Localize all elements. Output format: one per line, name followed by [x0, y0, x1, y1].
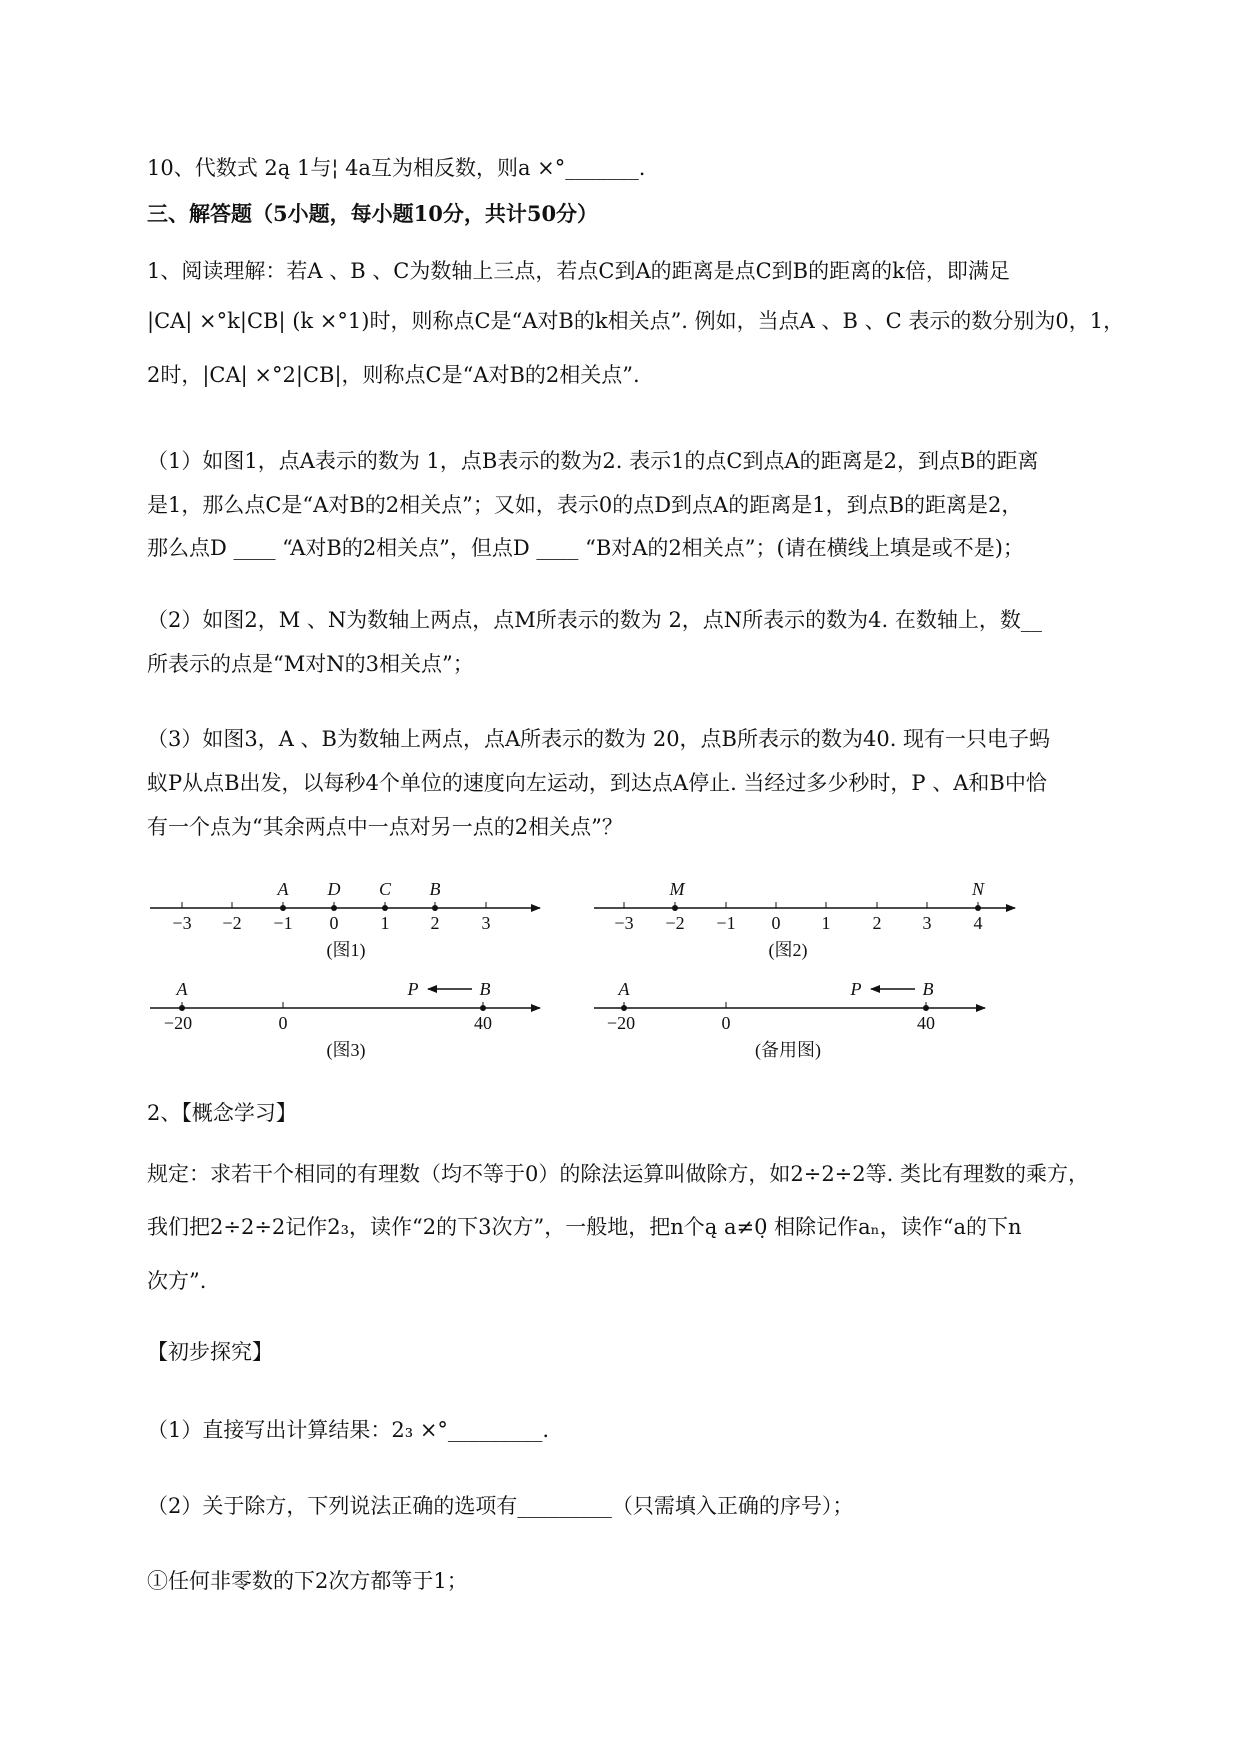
figure-3-label-b: B — [479, 979, 491, 999]
figure-1-tick-label: 3 — [481, 913, 491, 933]
figure-1-label-c: C — [378, 879, 392, 899]
figure-3-label-a: A — [176, 979, 188, 999]
figure-3 — [150, 979, 540, 1061]
figure-2-tick-label: 3 — [922, 913, 932, 933]
figure-2-label-n: N — [971, 879, 985, 899]
problem-1-q3-text-1: （3）如图3，A 、B为数轴上两点，点A所表示的数为 20，点B所表示的数为40. 现有一只电子蚂 — [147, 727, 1051, 751]
problem-2-q1 — [147, 1415, 549, 1445]
problem-1-q3-text-2: 蚁P从点B出发，以每秒4个单位的速度向左运动，到达点A停止. 当经过多少秒时，P 、A和B中恰 — [147, 771, 1047, 795]
problem-2-rule-text-3: 次方”. — [147, 1269, 207, 1293]
problem-2-rule-text-1: 规定：求若干个相同的有理数（均不等于0）的除法运算叫做除方，如2÷2÷2等. 类比有理数的乘方， — [147, 1162, 1089, 1186]
problem-2-title — [147, 1098, 297, 1128]
figure-1-label-b: B — [429, 879, 441, 899]
figure-3-tick-label: −20 — [163, 1013, 193, 1033]
problem-2-item-1-text: ①任何非零数的下2次方都等于1； — [147, 1569, 468, 1593]
problem-1-intro-text-2: |CA| ×°k|CB| (k ×°1)时，则称点C是“A对B的k相关点”. 例如，当点A 、B 、C 表示的数分别为0，1， — [147, 309, 1125, 333]
figure-1-tick-label: −2 — [222, 913, 242, 933]
figure-backup-label-p: P — [850, 979, 862, 999]
figure-2-tick-label: 1 — [821, 913, 831, 933]
figure-2-point-n — [975, 905, 981, 911]
problem-2-rule-line-1 — [147, 1159, 1089, 1189]
figure-backup — [594, 979, 985, 1061]
figure-1-point-d — [331, 905, 337, 911]
problem-1-q2-text-2: 所表示的点是“M对N的3相关点”； — [147, 652, 474, 676]
figure-backup-tick-label: 0 — [721, 1013, 731, 1033]
figure-2-tick-label: −1 — [716, 913, 736, 933]
figure-backup-point-b — [923, 1005, 929, 1011]
figure-1-tick-label: −1 — [273, 913, 293, 933]
figure-1-point-b — [432, 905, 438, 911]
figure-3-caption: (图3) — [326, 1040, 366, 1060]
figure-2-point-m — [672, 905, 678, 911]
problem-2-rule-line-2 — [147, 1212, 1022, 1242]
problem-1-q2-text-1: （2）如图2，M 、N为数轴上两点，点M所表示的数为 2，点N所表示的数为4. 在数轴上，数__ — [147, 608, 1042, 632]
problem-2-rule-text-2: 我们把2÷2÷2记作2₃，读作“2的下3次方”，一般地，把n个ą a≠0̣ 相除记作aₙ，读作“a的下n — [147, 1215, 1022, 1239]
problem-2-title-text: 2、【概念学习】 — [147, 1101, 297, 1125]
figure-1-point-c — [382, 905, 388, 911]
problem-1-q1-text-3: 那么点D ____ “A对B的2相关点”，但点D ____ “B对A的2相关点”；(请在横线上填是或不是)； — [147, 536, 1024, 560]
problem-2-q1-text: （1）直接写出计算结果：2₃ ×°_________. — [147, 1418, 550, 1442]
figure-2-tick-label: −2 — [665, 913, 685, 933]
figure-backup-label-b: B — [922, 979, 934, 999]
problem-2-rule-line-3 — [147, 1266, 206, 1296]
problem-1-q3-text-3: 有一个点为“其余两点中一点对另一点的2相关点”？ — [147, 815, 623, 839]
figure-backup-point-a — [621, 1005, 627, 1011]
problem-1-q1-text-1: （1）如图1，点A表示的数为 1，点B表示的数为2. 表示1的点C到点A的距离是2，到点B的距离 — [147, 449, 1039, 473]
figure-1 — [150, 879, 540, 961]
figure-3-tick-label: 40 — [474, 1013, 492, 1033]
problem-1-intro-text-1: 1、阅读理解：若A 、B 、C为数轴上三点，若点C到A的距离是点C到B的距离的k倍，即满足 — [147, 259, 1010, 283]
figure-1-label-d: D — [327, 879, 341, 899]
problem-1-q1-text-2: 是1，那么点C是“A对B的2相关点”；又如，表示0的点D到点A的距离是1，到点B的距离是2， — [147, 493, 1023, 517]
figure-1-tick-label: 0 — [329, 913, 339, 933]
question-10-text: 10、代数式 2ą 1与¦ 4a互为相反数，则a ×°_______. — [147, 156, 646, 180]
figure-2-tick-label: 2 — [872, 913, 882, 933]
figure-3-point-a — [179, 1005, 185, 1011]
figure-backup-caption: (备用图) — [755, 1040, 821, 1060]
section-3-heading-text: 三、解答题（5小题，每小题10分，共计50分） — [147, 201, 599, 226]
problem-2-q2 — [147, 1491, 853, 1521]
figure-3-tick-label: 0 — [278, 1013, 288, 1033]
figure-2 — [594, 879, 1015, 961]
figure-2-tick-label: −3 — [614, 913, 634, 933]
figure-1-tick-label: −3 — [172, 913, 192, 933]
figure-1-point-a — [280, 905, 286, 911]
figure-3-point-b — [480, 1005, 486, 1011]
figure-1-tick-label: 2 — [430, 913, 440, 933]
problem-2-explore-heading-text: 【初步探究】 — [147, 1340, 273, 1364]
figure-2-tick-label: 0 — [771, 913, 781, 933]
figure-2-tick-label: 4 — [973, 913, 983, 933]
figure-2-caption: (图2) — [768, 940, 808, 960]
problem-2-explore-heading — [147, 1337, 273, 1367]
figure-backup-label-a: A — [618, 979, 630, 999]
figure-1-caption: (图1) — [326, 940, 366, 960]
figure-backup-tick-label: −20 — [606, 1013, 636, 1033]
problem-2-q2-text: （2）关于除方，下列说法正确的选项有_________（只需填入正确的序号）； — [147, 1494, 854, 1518]
figure-backup-tick-label: 40 — [917, 1013, 935, 1033]
figure-1-label-a: A — [277, 879, 289, 899]
figure-1-tick-label: 1 — [380, 913, 390, 933]
figure-3-label-p: P — [407, 979, 419, 999]
problem-2-item-1 — [147, 1566, 468, 1596]
problem-1-intro-text-3: 2时，|CA| ×°2|CB|，则称点C是“A对B的2相关点”. — [147, 363, 640, 387]
figure-2-label-m: M — [669, 879, 685, 899]
